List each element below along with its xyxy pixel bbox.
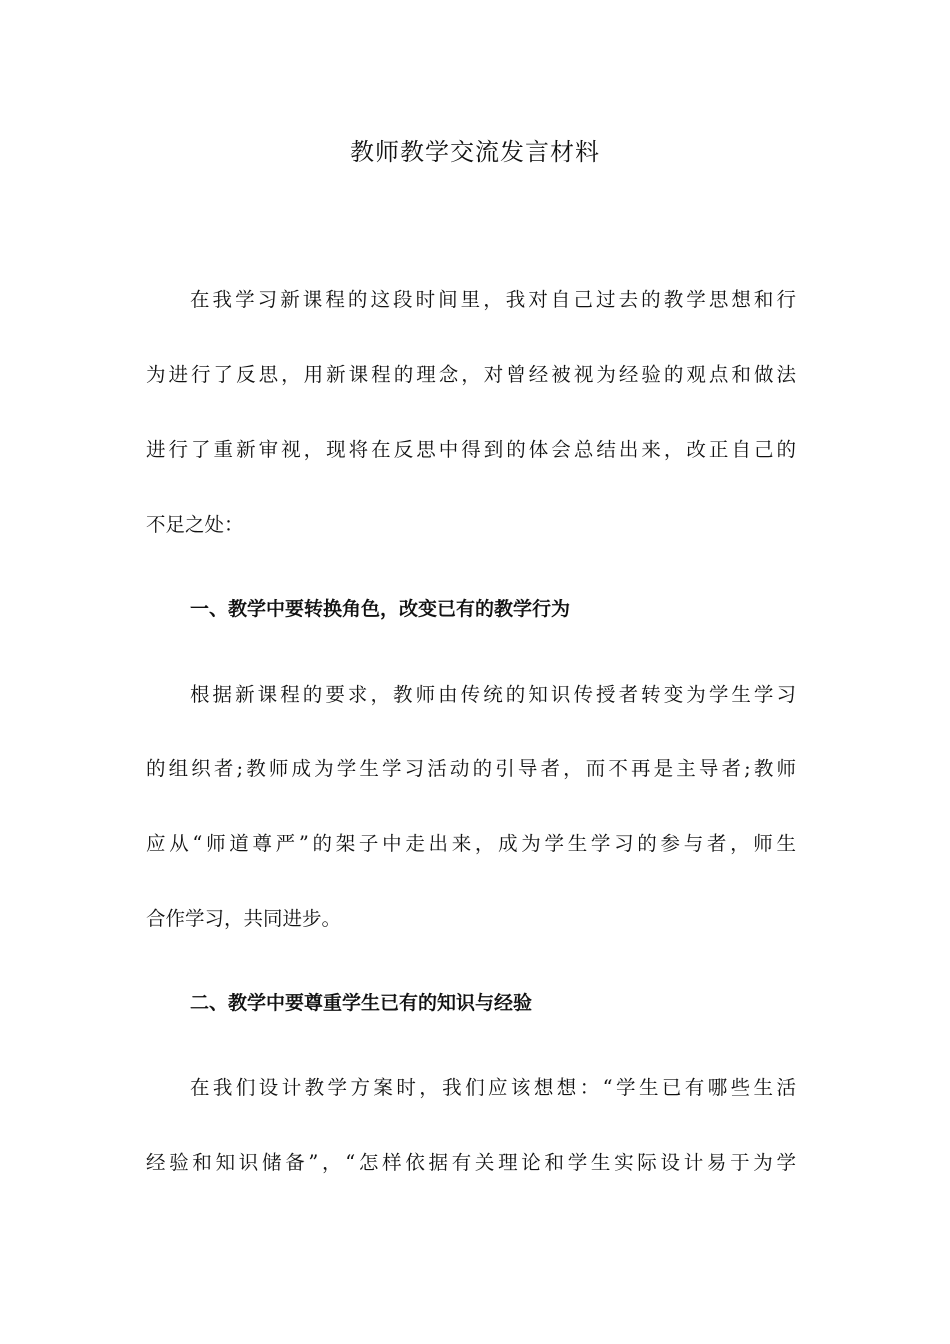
paragraph-2-line-2: 的组织者;教师成为学生学习活动的引导者，而不再是主导者;教师 — [146, 757, 796, 780]
section-heading-2: 二、教学中要尊重学生已有的知识与经验 — [190, 992, 533, 1014]
paragraph-2-line-4: 合作学习，共同进步。 — [146, 907, 342, 930]
section-heading-1: 一、教学中要转换角色，改变已有的教学行为 — [190, 598, 571, 620]
paragraph-2-line-1: 根据新课程的要求，教师由传统的知识传授者转变为学生学习 — [190, 683, 796, 706]
paragraph-2-line-3: 应从“师道尊严”的架子中走出来，成为学生学习的参与者，师生 — [146, 832, 796, 855]
paragraph-3-line-1: 在我们设计教学方案时，我们应该想想：“学生已有哪些生活 — [190, 1076, 796, 1099]
paragraph-1-line-2: 为进行了反思，用新课程的理念，对曾经被视为经验的观点和做法 — [146, 363, 796, 386]
paragraph-3-line-2: 经验和知识储备”，“怎样依据有关理论和学生实际设计易于为学 — [146, 1151, 796, 1174]
paragraph-1-line-3: 进行了重新审视，现将在反思中得到的体会总结出来，改正自己的 — [146, 438, 796, 461]
paragraph-1-line-4: 不足之处： — [146, 513, 244, 536]
paragraph-1-line-1: 在我学习新课程的这段时间里，我对自己过去的教学思想和行 — [190, 288, 796, 311]
document-title: 教师教学交流发言材料 — [350, 138, 600, 166]
